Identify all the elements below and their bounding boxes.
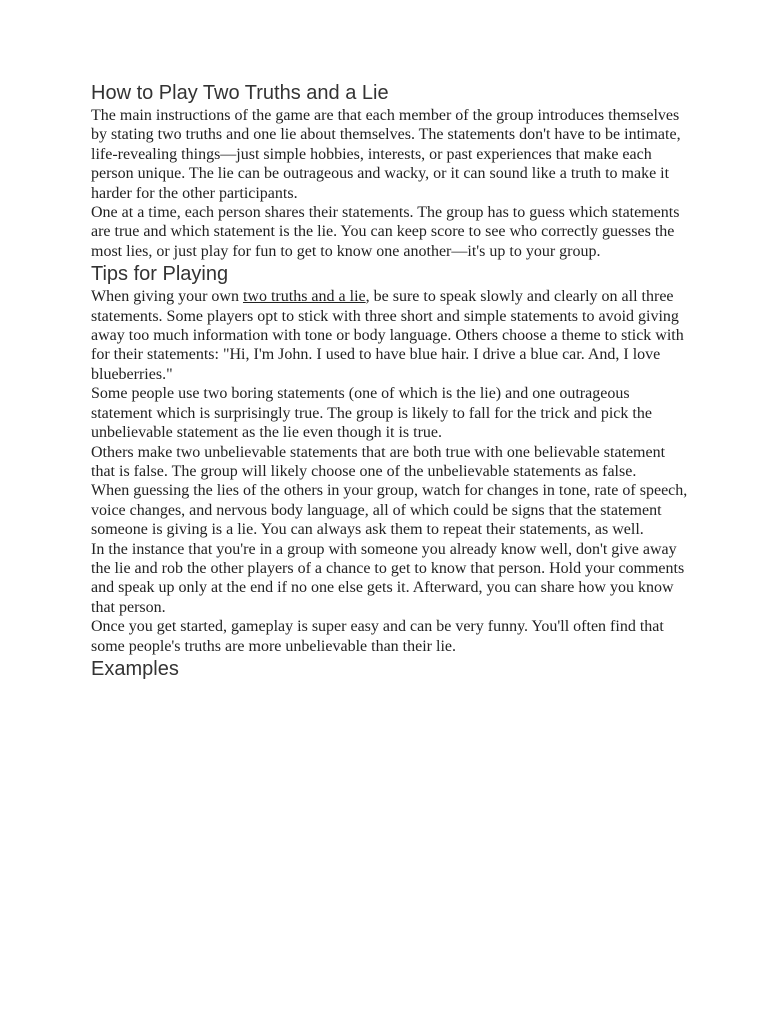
tips-heading: Tips for Playing xyxy=(91,263,229,286)
tips-paragraph-1 xyxy=(91,287,691,384)
tips-paragraph-3: Others make two unbelievable statements that are both true with one believable statement that is false. The group will likely choose one of the unbelievable statements as false. xyxy=(91,443,666,480)
tips-paragraph-1-text-after: , be sure to speak slowly and clearly on all three statements. Some players opt to stick with three short and simple statements to avoid giving away too much information with tone or body language. Others choose a theme to stick with for their statements: "Hi, I'm John. I used to have blue hair. I drive a blue car. And, I love blueberries." xyxy=(91,288,684,383)
examples-heading: Examples xyxy=(91,657,179,680)
tips-paragraph-1-text-before: When giving your own xyxy=(91,288,243,306)
intro-paragraph-1: The main instructions of the game are that each member of the group introduces themselves by stating two truths and one lie about themselves. The statements don't have to be intimate, life-revealing things—just simple hobbies, interests, or past experiences that make each person unique. The lie can be outrageous and wacky, or it can sound like a truth to make it harder for the other participants. xyxy=(91,107,681,202)
tips-paragraph-6: Once you get started, gameplay is super easy and can be very funny. You'll often find that some people's truths are more unbelievable than their lie. xyxy=(91,618,664,655)
article-title: How to Play Two Truths and a Lie xyxy=(91,82,389,104)
tips-paragraph-4: When guessing the lies of the others in your group, watch for changes in tone, rate of speech, voice changes, and nervous body language, all of which could be signs that the statement someone is giving is a lie. You can always ask them to repeat their statements, as well. xyxy=(91,482,688,539)
tips-paragraph-5: In the instance that you're in a group with someone you already know well, don't give away the lie and rob the other players of a chance to get to know that person. Hold your comments and speak up only at the end if no one else gets it. Afterward, you can share how you know that person. xyxy=(91,540,685,616)
document-page xyxy=(91,80,691,682)
intro-paragraph-2: One at a time, each person shares their statements. The group has to guess which statements are true and which statement is the lie. You can keep score to see who correctly guesses the most lies, or just play for fun to get to know one another—it's up to your group. xyxy=(91,204,680,260)
tips-paragraph-2: Some people use two boring statements (one of which is the lie) and one outrageous statement which is surprisingly true. The group is likely to fall for the trick and pick the unbelievable statement as the lie even though it is true. xyxy=(91,385,652,442)
two-truths-and-a-lie-link[interactable]: two truths and a lie xyxy=(242,288,366,306)
